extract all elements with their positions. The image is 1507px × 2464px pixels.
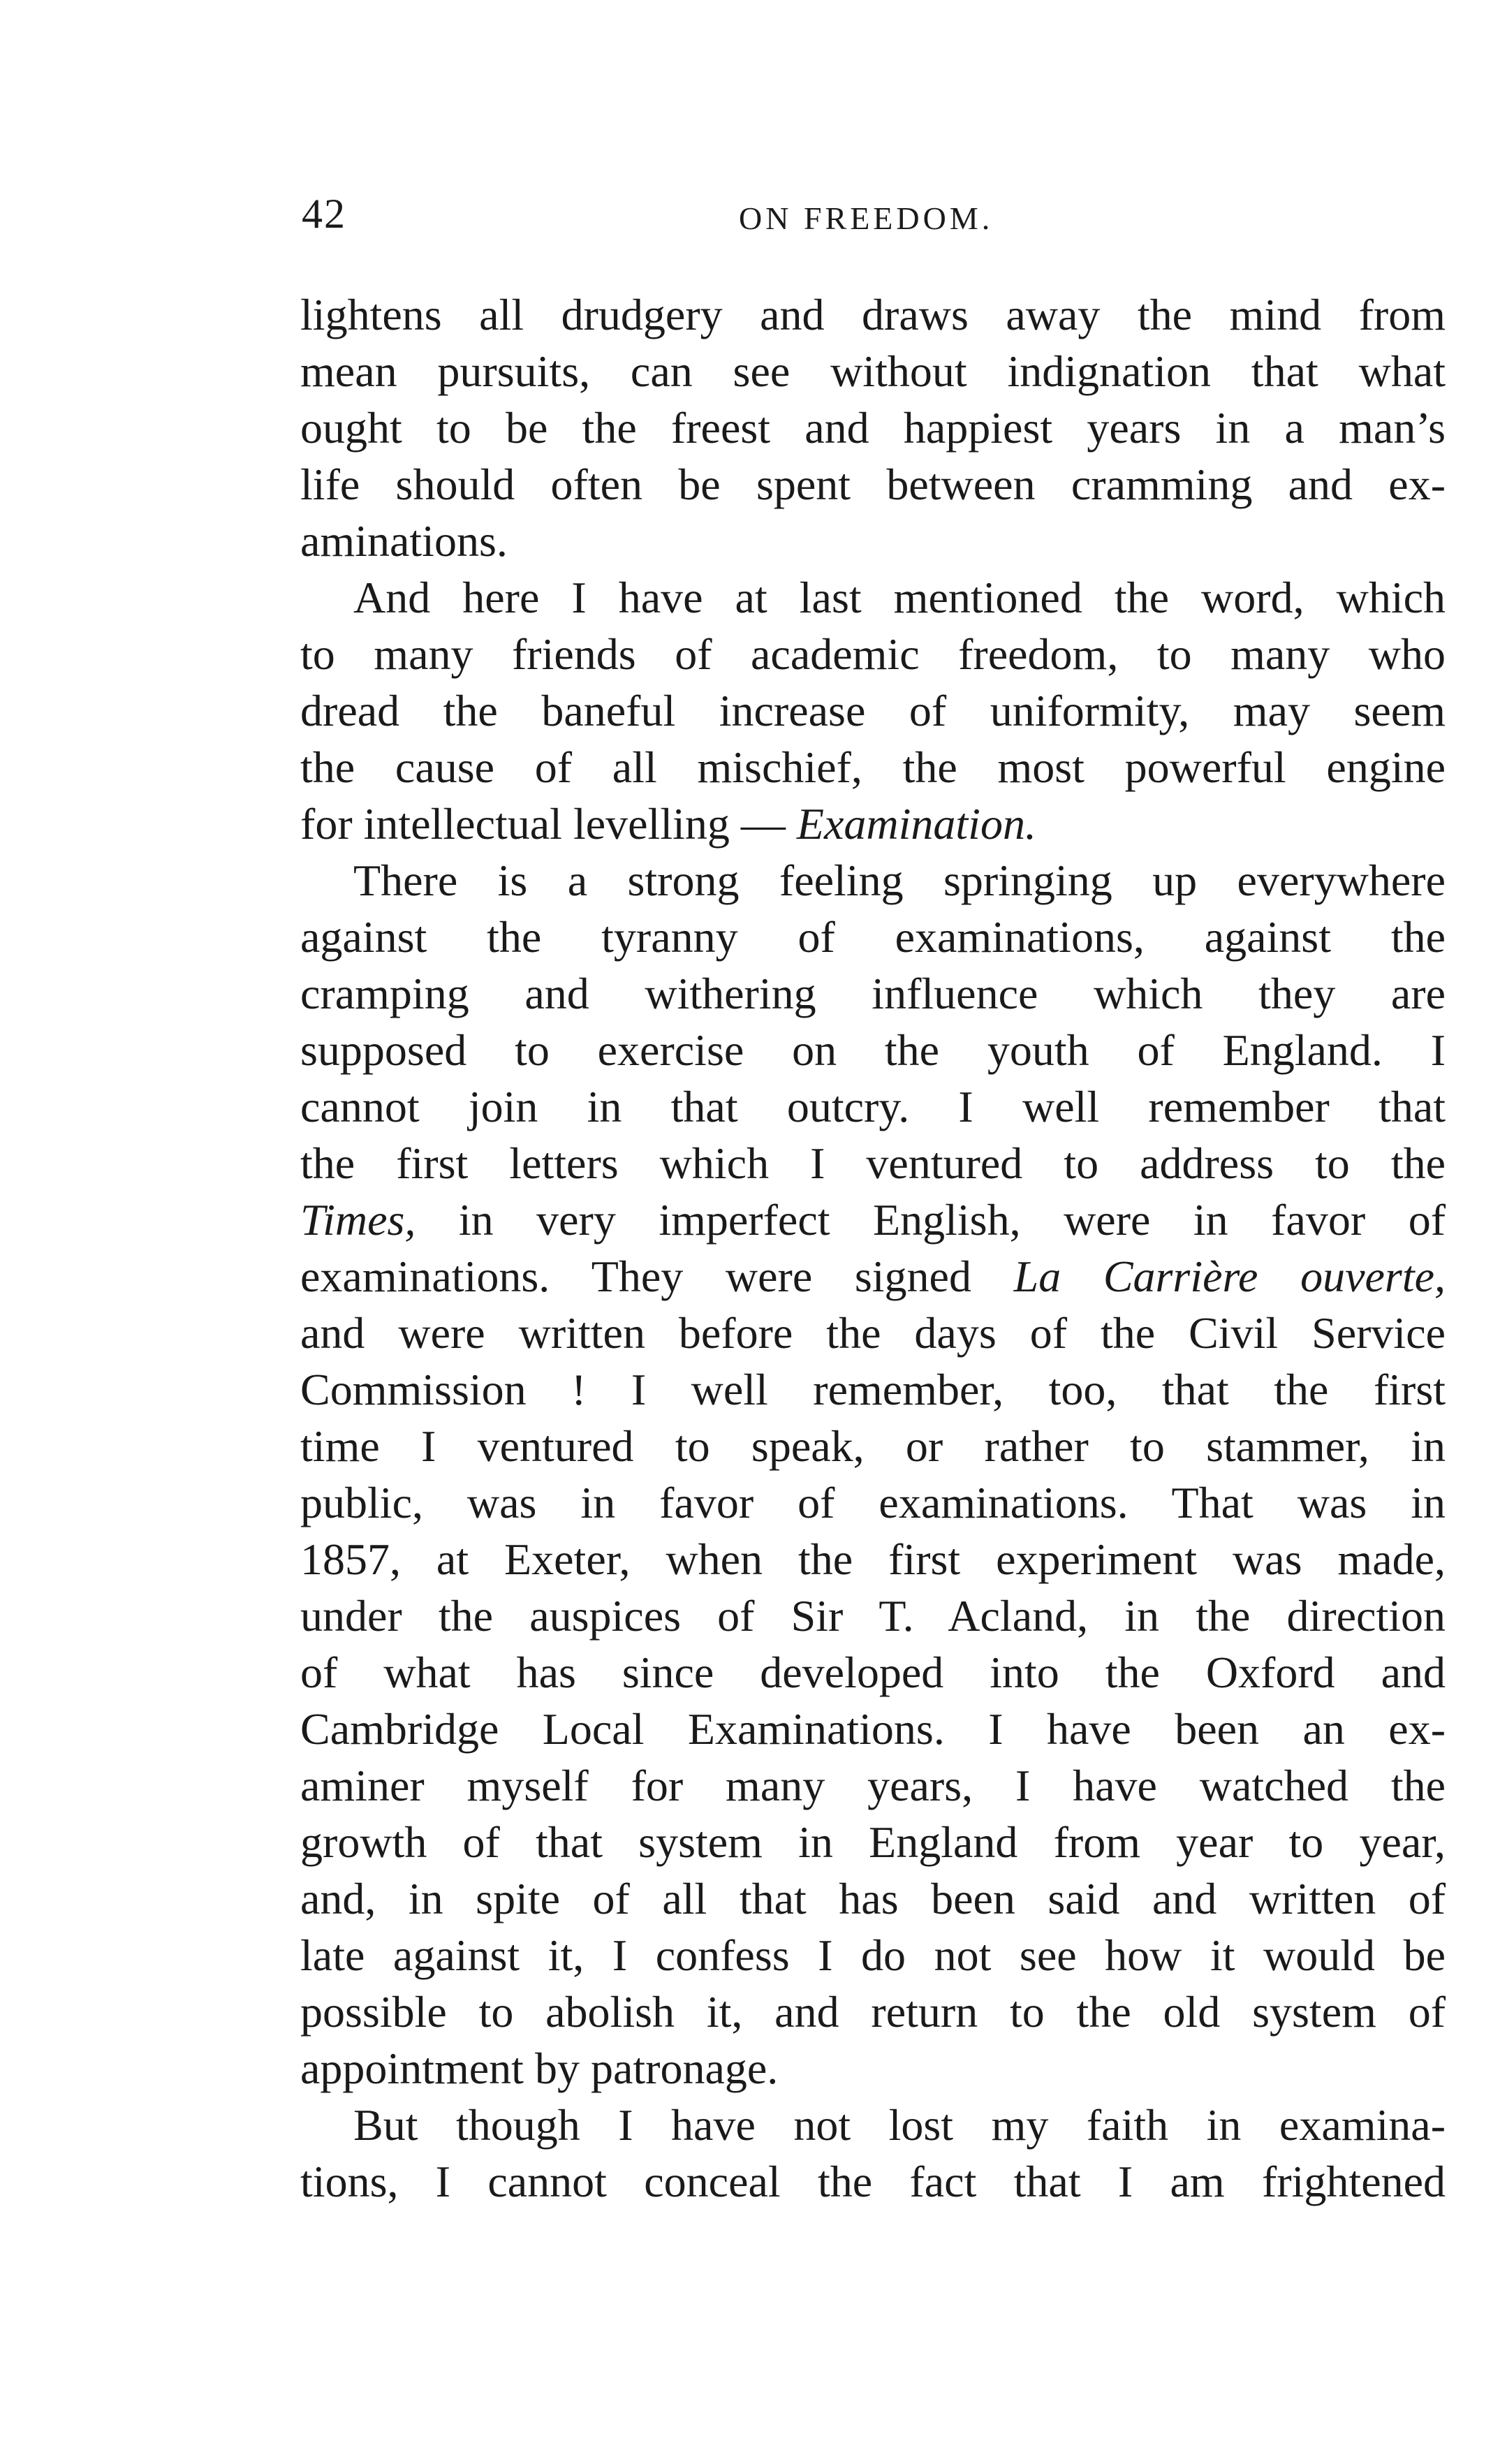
text-line: Commission ! I well remember, too, that the first bbox=[300, 1365, 1446, 1414]
text-line: lightens all drudgery and draws away the mind from bbox=[300, 290, 1446, 339]
text-line: And here I have at last mentioned the word, which bbox=[353, 573, 1446, 622]
text-run: in very imperfect English, were in favor of bbox=[416, 1195, 1446, 1245]
text-line: public, was in favor of examinations. That was in bbox=[300, 1478, 1446, 1527]
text-line bbox=[300, 1191, 1446, 1248]
text-line: under the auspices of Sir T. Acland, in the direction bbox=[300, 1591, 1446, 1641]
text-line: mean pursuits, can see without indignation that what bbox=[300, 346, 1446, 396]
text-line: growth of that system in England from year to year, bbox=[300, 1817, 1446, 1867]
text-line: dread the baneful increase of uniformity, may seem bbox=[300, 686, 1446, 735]
running-title: ON FREEDOM. bbox=[739, 200, 994, 236]
text-line: cannot join in that outcry. I well remember that bbox=[300, 1082, 1446, 1131]
body-text bbox=[300, 286, 1446, 2210]
text-line: against the tyranny of examinations, against the bbox=[300, 912, 1446, 962]
text-line: cramping and withering influence which they are bbox=[300, 969, 1446, 1018]
text-line: time I ventured to speak, or rather to stammer, in bbox=[300, 1421, 1446, 1471]
text-line: and, in spite of all that has been said and written of bbox=[300, 1874, 1446, 1923]
text-line: and were written before the days of the Civil Service bbox=[300, 1308, 1446, 1358]
text-line bbox=[300, 1248, 1446, 1305]
text-line: 1857, at Exeter, when the first experiment was made, bbox=[300, 1534, 1446, 1584]
text-line: aminations. bbox=[300, 516, 508, 566]
text-line: late against it, I confess I do not see how it would be bbox=[300, 1930, 1446, 1980]
text-line: possible to abolish it, and return to the old system of bbox=[300, 1987, 1446, 2037]
text-line: life should often be spent between cramming and ex- bbox=[300, 460, 1446, 509]
text-line: There is a strong feeling springing up everywhere bbox=[353, 856, 1446, 905]
italic-run: Examination. bbox=[796, 799, 1036, 849]
italic-run: Times, bbox=[300, 1195, 416, 1245]
text-line: But though I have not lost my faith in examina- bbox=[353, 2100, 1446, 2150]
text-line: Cambridge Local Examinations. I have been an ex- bbox=[300, 1704, 1446, 1754]
italic-run: La Carrière ouverte, bbox=[1013, 1252, 1446, 1301]
text-line: the cause of all mischief, the most powerful engine bbox=[300, 742, 1446, 792]
text-line: of what has since developed into the Oxford and bbox=[300, 1648, 1446, 1697]
text-line: tions, I cannot conceal the fact that I am frightened bbox=[300, 2157, 1446, 2206]
text-run: for intellectual levelling — bbox=[300, 799, 797, 849]
text-line: supposed to exercise on the youth of England. I bbox=[300, 1025, 1446, 1075]
text-line: ought to be the freest and happiest years in a man’s bbox=[300, 403, 1446, 453]
text-line: to many friends of academic freedom, to many who bbox=[300, 629, 1446, 679]
text-line: the first letters which I ventured to address to the bbox=[300, 1138, 1446, 1188]
page-number: 42 bbox=[302, 191, 346, 237]
text-run: examinations. They were signed bbox=[300, 1252, 1014, 1301]
text-line: aminer myself for many years, I have watched the bbox=[300, 1761, 1446, 1810]
text-line bbox=[300, 795, 1446, 852]
text-line: appointment by patronage. bbox=[300, 2044, 779, 2093]
